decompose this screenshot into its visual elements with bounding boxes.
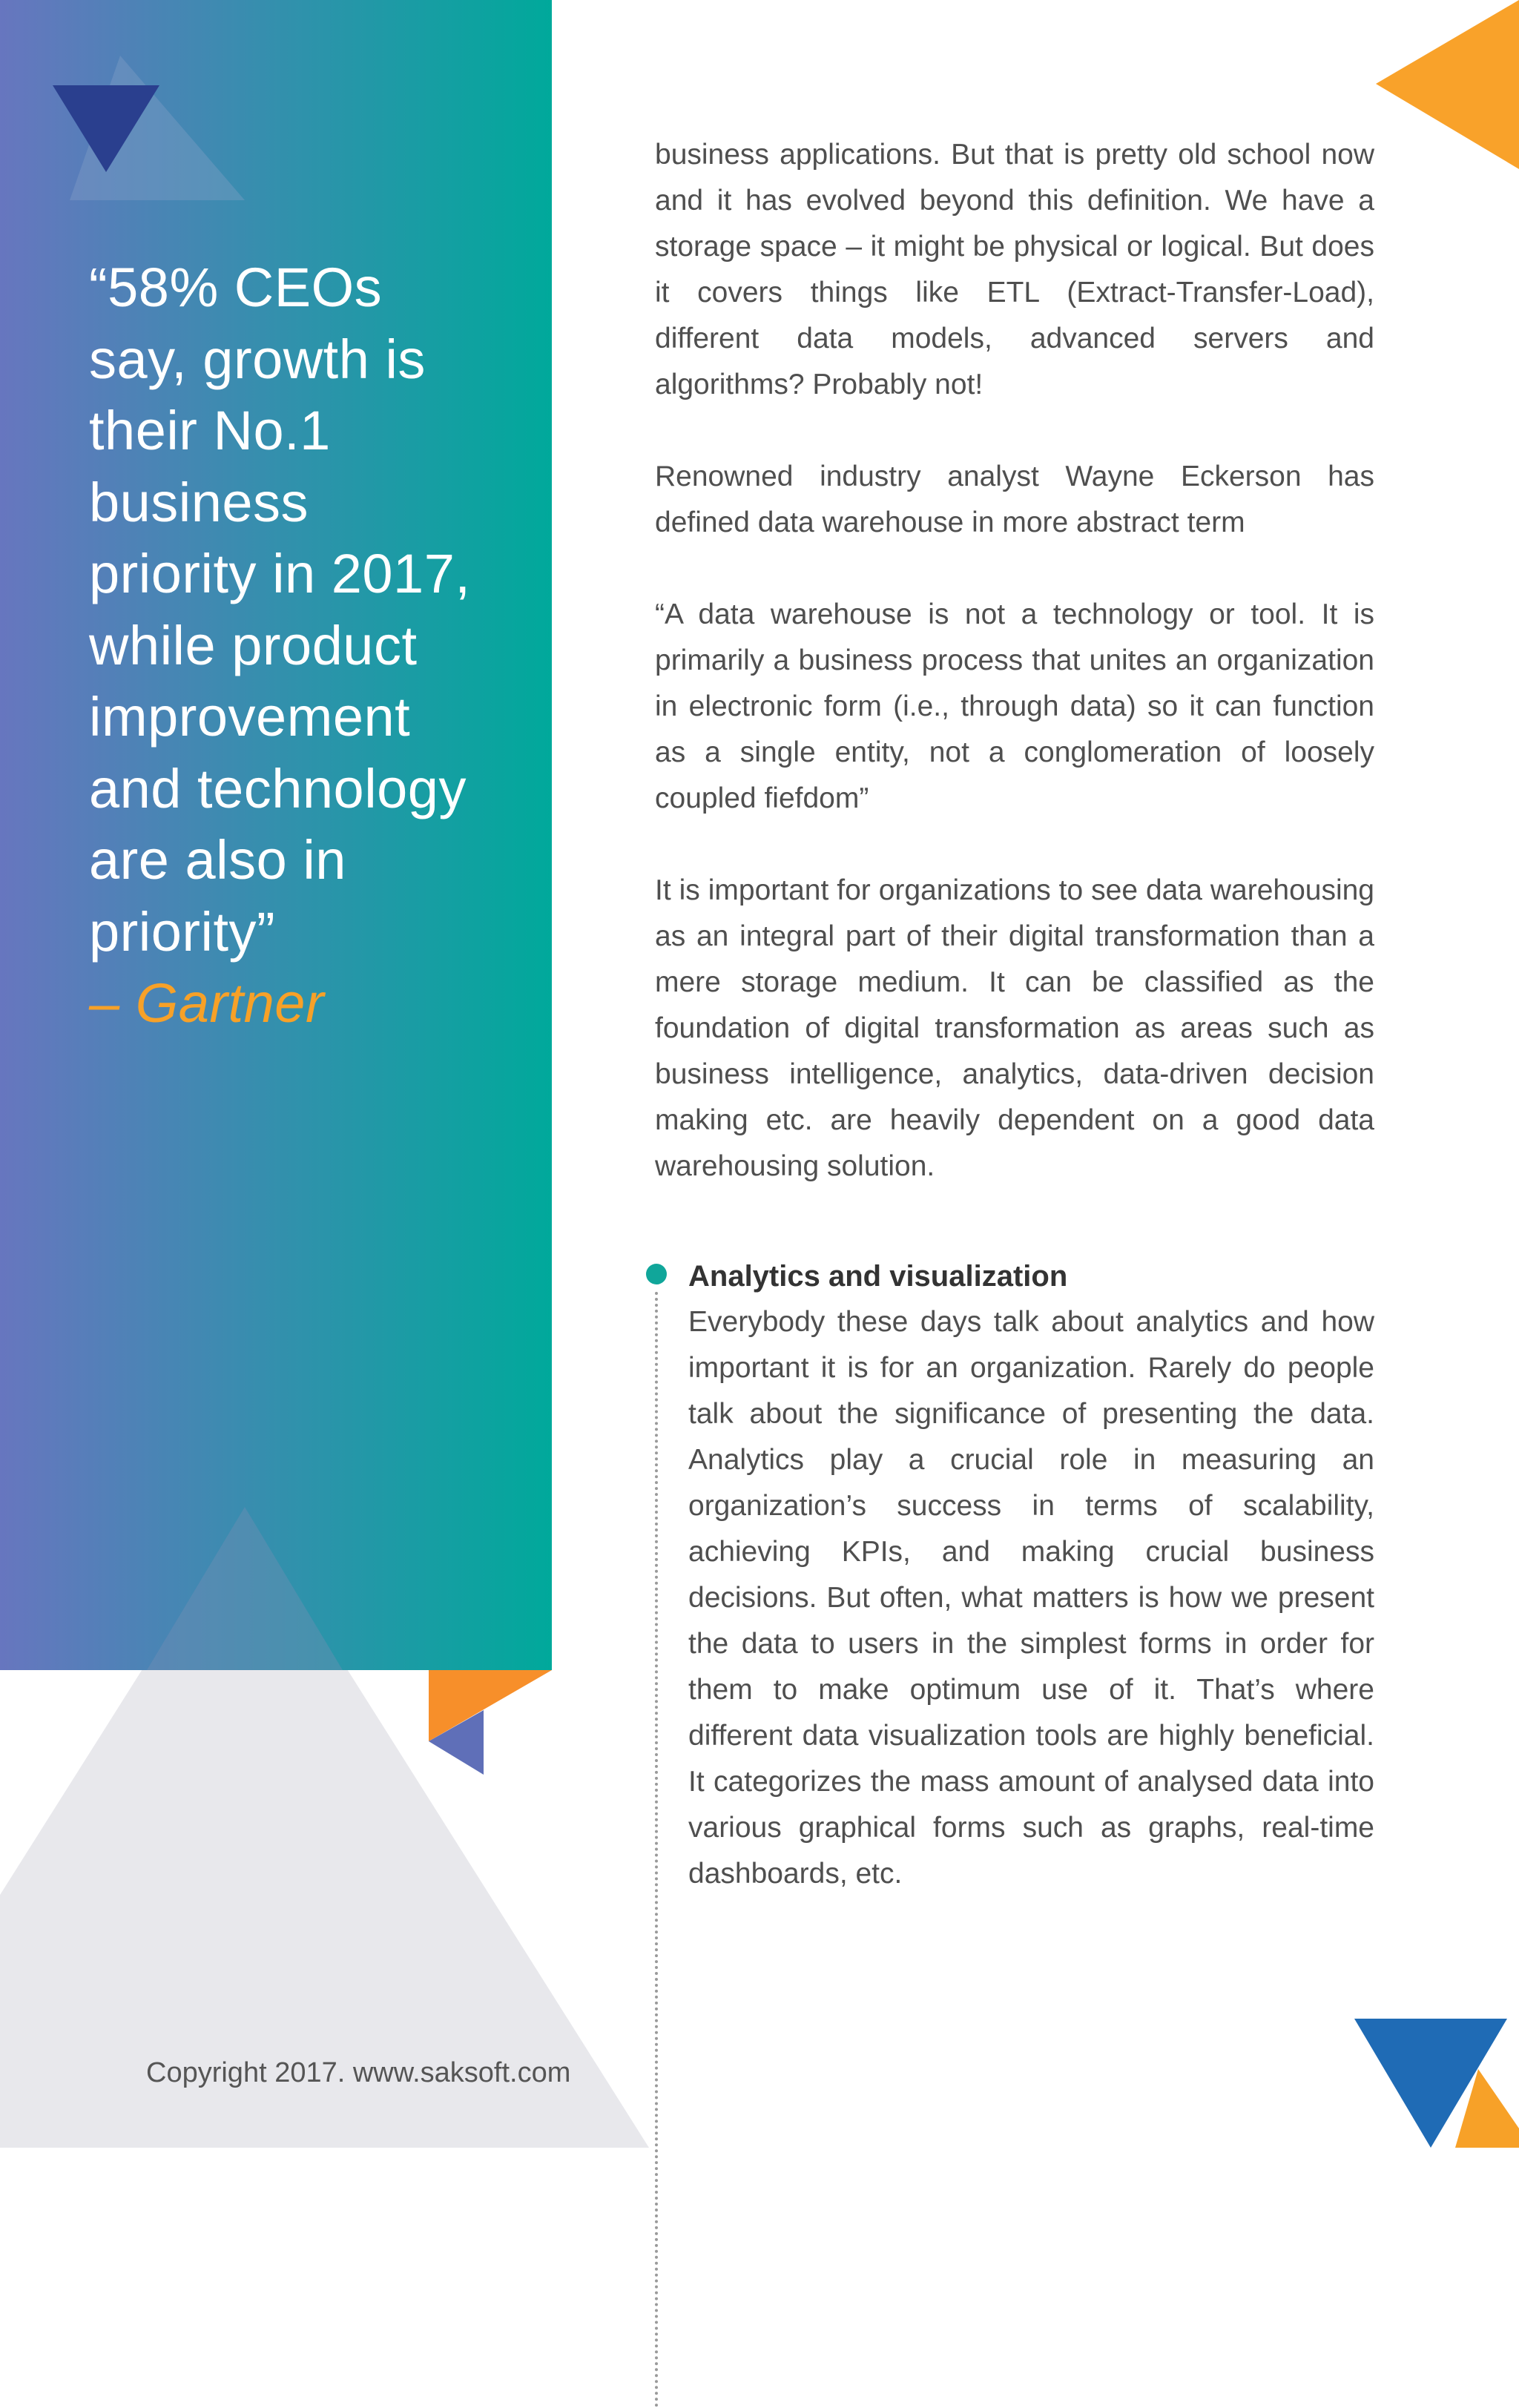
bullet-dotted-line bbox=[655, 1292, 658, 2408]
main-content bbox=[655, 132, 1374, 1190]
paragraph-eckerson: Renowned industry analyst Wayne Eckerson has defined data warehouse in more abstract term bbox=[655, 461, 1374, 538]
section-title: Analytics and visualization bbox=[688, 1260, 1068, 1293]
quote-source: – Gartner bbox=[89, 972, 325, 1034]
paragraph-quote: “A data warehouse is not a technology or tool. It is primarily a business process that unites an organization in electronic form (i.e., through data) so it can function as a single entity, not a conglomeration of loosely coupled fiefdom” bbox=[655, 598, 1374, 814]
section-body: Everybody these days talk about analytics and how important it is for an organization. Rarely do people talk about the significance of presenting the data. Analytics play a crucial role in measuring an organization’s success in terms of scalability, achieving KPIs, and making crucial business decisions. But often, what matters is how we present the data to users in the simplest forms in order for them to make optimum use of it. That’s where different data visualization tools are highly beneficial. It categorizes the mass amount of analysed data into various graphical forms such as graphs, real-time dashboards, etc. bbox=[688, 1306, 1374, 1890]
sidebar-quote bbox=[89, 252, 490, 1040]
quote-text: “58% CEOs say, growth is their No.1 business priority in 2017, while product improvement and technology are also in priority” bbox=[89, 257, 471, 963]
top-right-orange-triangle bbox=[1376, 0, 1519, 169]
paragraph-importance: It is important for organizations to see data warehousing as an integral part of their digital transformation than a mere storage medium. It can be classified as the foundation of digital transformation as areas such as business intelligence, analytics, data-driven decision making etc. are heavily dependent on a good data warehousing solution. bbox=[655, 874, 1374, 1182]
ribbon-orange bbox=[429, 1670, 552, 1741]
footer-copyright: Copyright 2017. www.saksoft.com bbox=[146, 2057, 571, 2088]
bullet-dot-icon bbox=[646, 1264, 667, 1284]
paragraph-intro: business applications. But that is pretty old school now and it has evolved beyond this definition. We have a storage space – it might be physical or logical. But does it covers things like ETL (Extract-Transfer-Load), different data models, advanced servers and algorithms? Probably not! bbox=[655, 139, 1374, 400]
